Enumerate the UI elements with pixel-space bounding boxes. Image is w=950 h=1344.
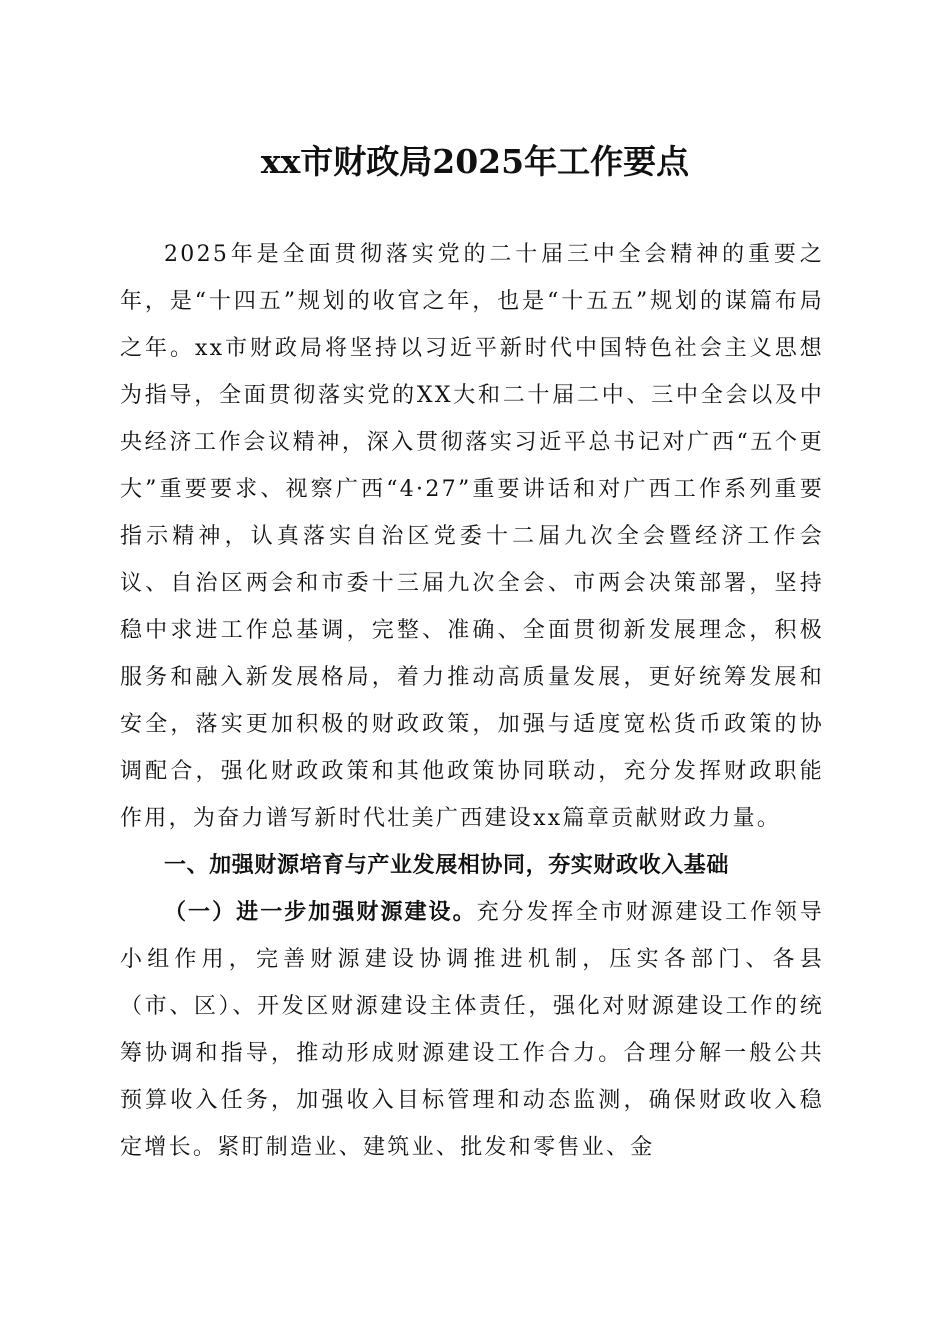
subsection-text-1: 充分发挥全市财源建设工作领导小组作用，完善财源建设协调推进机制，压实各部门、各县（市、区）、开发区财源建设主体责任，强化对财源建设工作的统筹协调和指导，推动形成财源建设工作合力。合理分解一般公共预算收入任务，加强收入目标管理和动态监测，确保财政收入稳定增长。紧盯制造业、建筑业、批发和零售业、金	[120, 900, 824, 1160]
document-body	[120, 231, 824, 1171]
intro-paragraph: 2025年是全面贯彻落实党的二十届三中全会精神的重要之年，是“十四五”规划的收官之年，也是“十五五”规划的谋篇布局之年。xx市财政局将坚持以习近平新时代中国特色社会主义思想为指导，全面贯彻落实党的XX大和二十届二中、三中全会以及中央经济工作会议精神，深入贯彻落实习近平总书记对广西“五个更大”重要要求、视察广西“4·27”重要讲话和对广西工作系列重要指示精神，认真落实自治区党委十二届九次全会暨经济工作会议、自治区两会和市委十三届九次全会、市两会决策部署，坚持稳中求进工作总基调，完整、准确、全面贯彻新发展理念，积极服务和融入新发展格局，着力推动高质量发展，更好统筹发展和安全，落实更加积极的财政政策，加强与适度宽松货币政策的协调配合，强化财政政策和其他政策协同联动，充分发挥财政职能作用，为奋力谱写新时代壮美广西建设xx篇章贡献财政力量。	[120, 242, 824, 831]
section-heading-1: 一、加强财源培育与产业发展相协同，夯实财政收入基础	[164, 853, 730, 878]
subsection-paragraph-1	[120, 889, 824, 1171]
subsection-heading-1: （一）进一步加强财源建设。	[164, 900, 477, 925]
document-title: xx市财政局2025年工作要点	[260, 142, 690, 181]
